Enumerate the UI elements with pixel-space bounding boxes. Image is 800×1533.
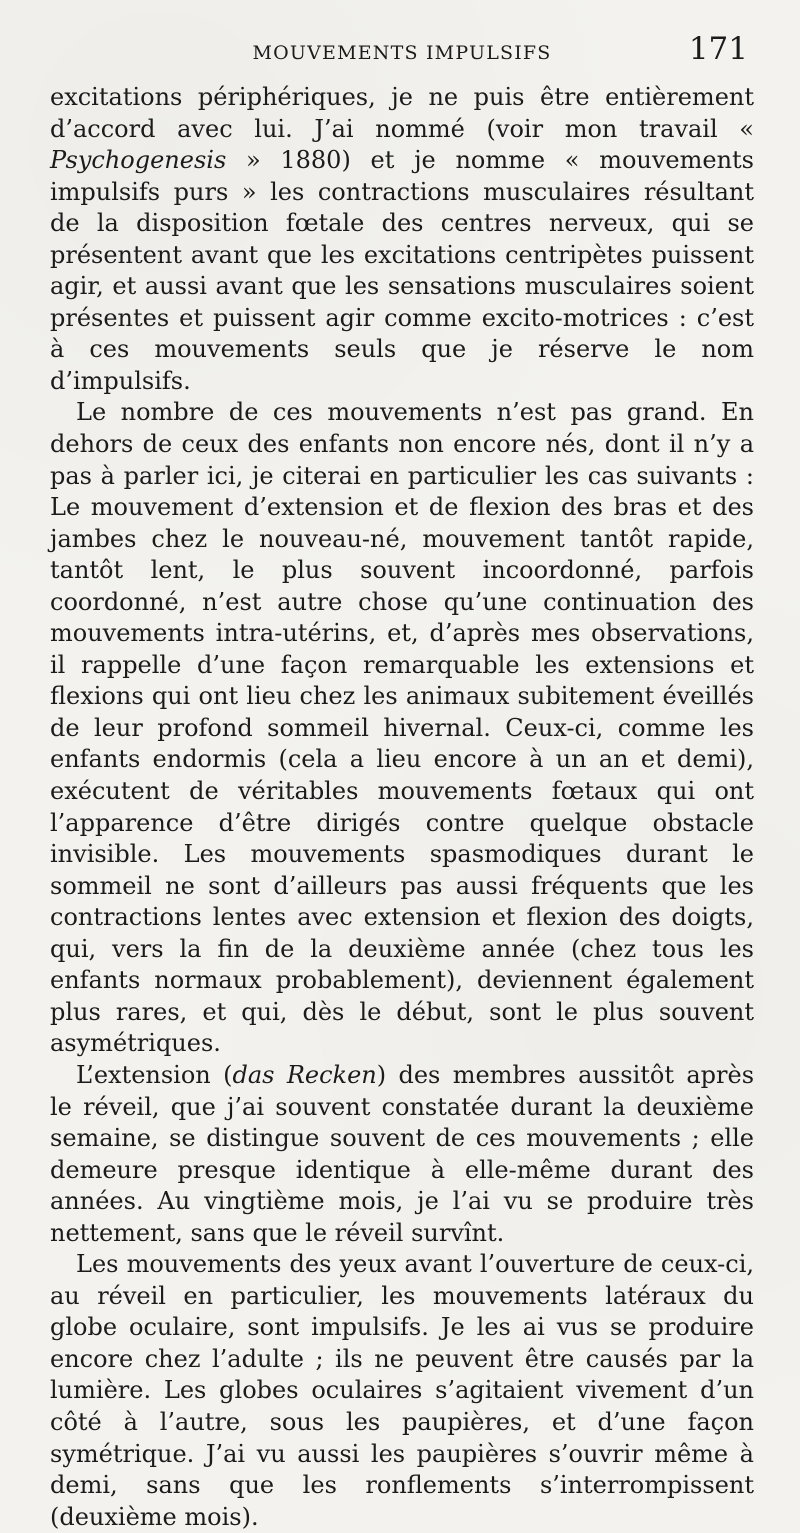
paragraph-1-text-b: » 1880) et je nomme « mouvements impulsifs purs » les contractions musculaires résultant de la disposition fœtale des centres nerveux, qui se présentent avant que les excitations centripètes puissent agir, et aussi avant que les sensations musculaires soient présentes et puissent agir comme excito-motrices : c’est à ces mouvements seuls que je réserve le nom d’impulsifs. — [50, 146, 754, 395]
page-number: 171 — [688, 31, 748, 67]
psychogenesis-italic: Psychogenesis — [50, 146, 227, 175]
das-recken-italic: das Recken — [232, 1060, 377, 1089]
paragraph-3-text-b: ) des membres aussitôt après le réveil, que j’ai souvent constatée durant la deuxième semaine, se distingue souvent de ces mouvements ; elle demeure presque identique à elle-même durant des années. Au vingtième mois, je l’ai vu se produire très nettement, sans que le réveil survînt. — [50, 1060, 755, 1247]
paragraph-3 — [50, 1060, 754, 1249]
paragraph-1-text-a: excitations périphériques, je ne puis être entièrement d’accord avec lui. J’ai nommé (voir mon travail « — [50, 83, 754, 143]
paragraph-1 — [50, 82, 754, 397]
paragraph-3-text-a: L’extension ( — [76, 1060, 233, 1089]
paragraph-4-text: Les mouvements des yeux avant l’ouverture de ceux-ci, au réveil en particulier, les mouvements latéraux du globe oculaire, sont impulsifs. Je les ai vus se produire encore chez l’adulte ; ils ne peuvent être causés par la lumière. Les globes oculaires s’agitaient vivement d’un côté à l’autre, sous les paupières, et d’une façon symétrique. J’ai vu aussi les paupières s’ouvrir même à demi, sans que les ronflements s’interrompissent (deuxième mois). — [50, 1250, 754, 1531]
paragraph-2 — [50, 397, 754, 1059]
running-head — [50, 31, 754, 82]
running-title: MOUVEMENTS IMPULSIFS — [252, 42, 552, 64]
paragraph-2-text: Le nombre de ces mouvements n’est pas grand. En dehors de ceux des enfants non encore nés, dont il n’y a pas à parler ici, je citerai en particulier les cas suivants : Le mouvement d’extension et de flexion des bras et des jambes chez le nouveau-né, mouvement tantôt rapide, tantôt lent, le plus souvent incoordonné, parfois coordonné, n’est autre chose qu’une continuation des mouvements intra-utérins, et, d’après mes observations, il rappelle d’une façon remarquable les extensions et flexions qui ont lieu chez les animaux subitement éveillés de leur profond sommeil hivernal. Ceux-ci, comme les enfants endormis (cela a lieu encore à un an et demi), exécutent de véritables mouvements fœtaux qui ont l’apparence d’être dirigés contre quelque obstacle invisible. Les mouvements spasmodiques durant le sommeil ne sont d’ailleurs pas aussi fréquents que les contractions lentes avec extension et flexion des doigts, qui, vers la fin de la deuxième année (chez tous les enfants normaux probablement), deviennent également plus rares, et qui, dès le début, sont le plus souvent asymétriques. — [50, 398, 754, 1058]
paragraph-4 — [50, 1249, 754, 1533]
page-body — [50, 82, 754, 1533]
